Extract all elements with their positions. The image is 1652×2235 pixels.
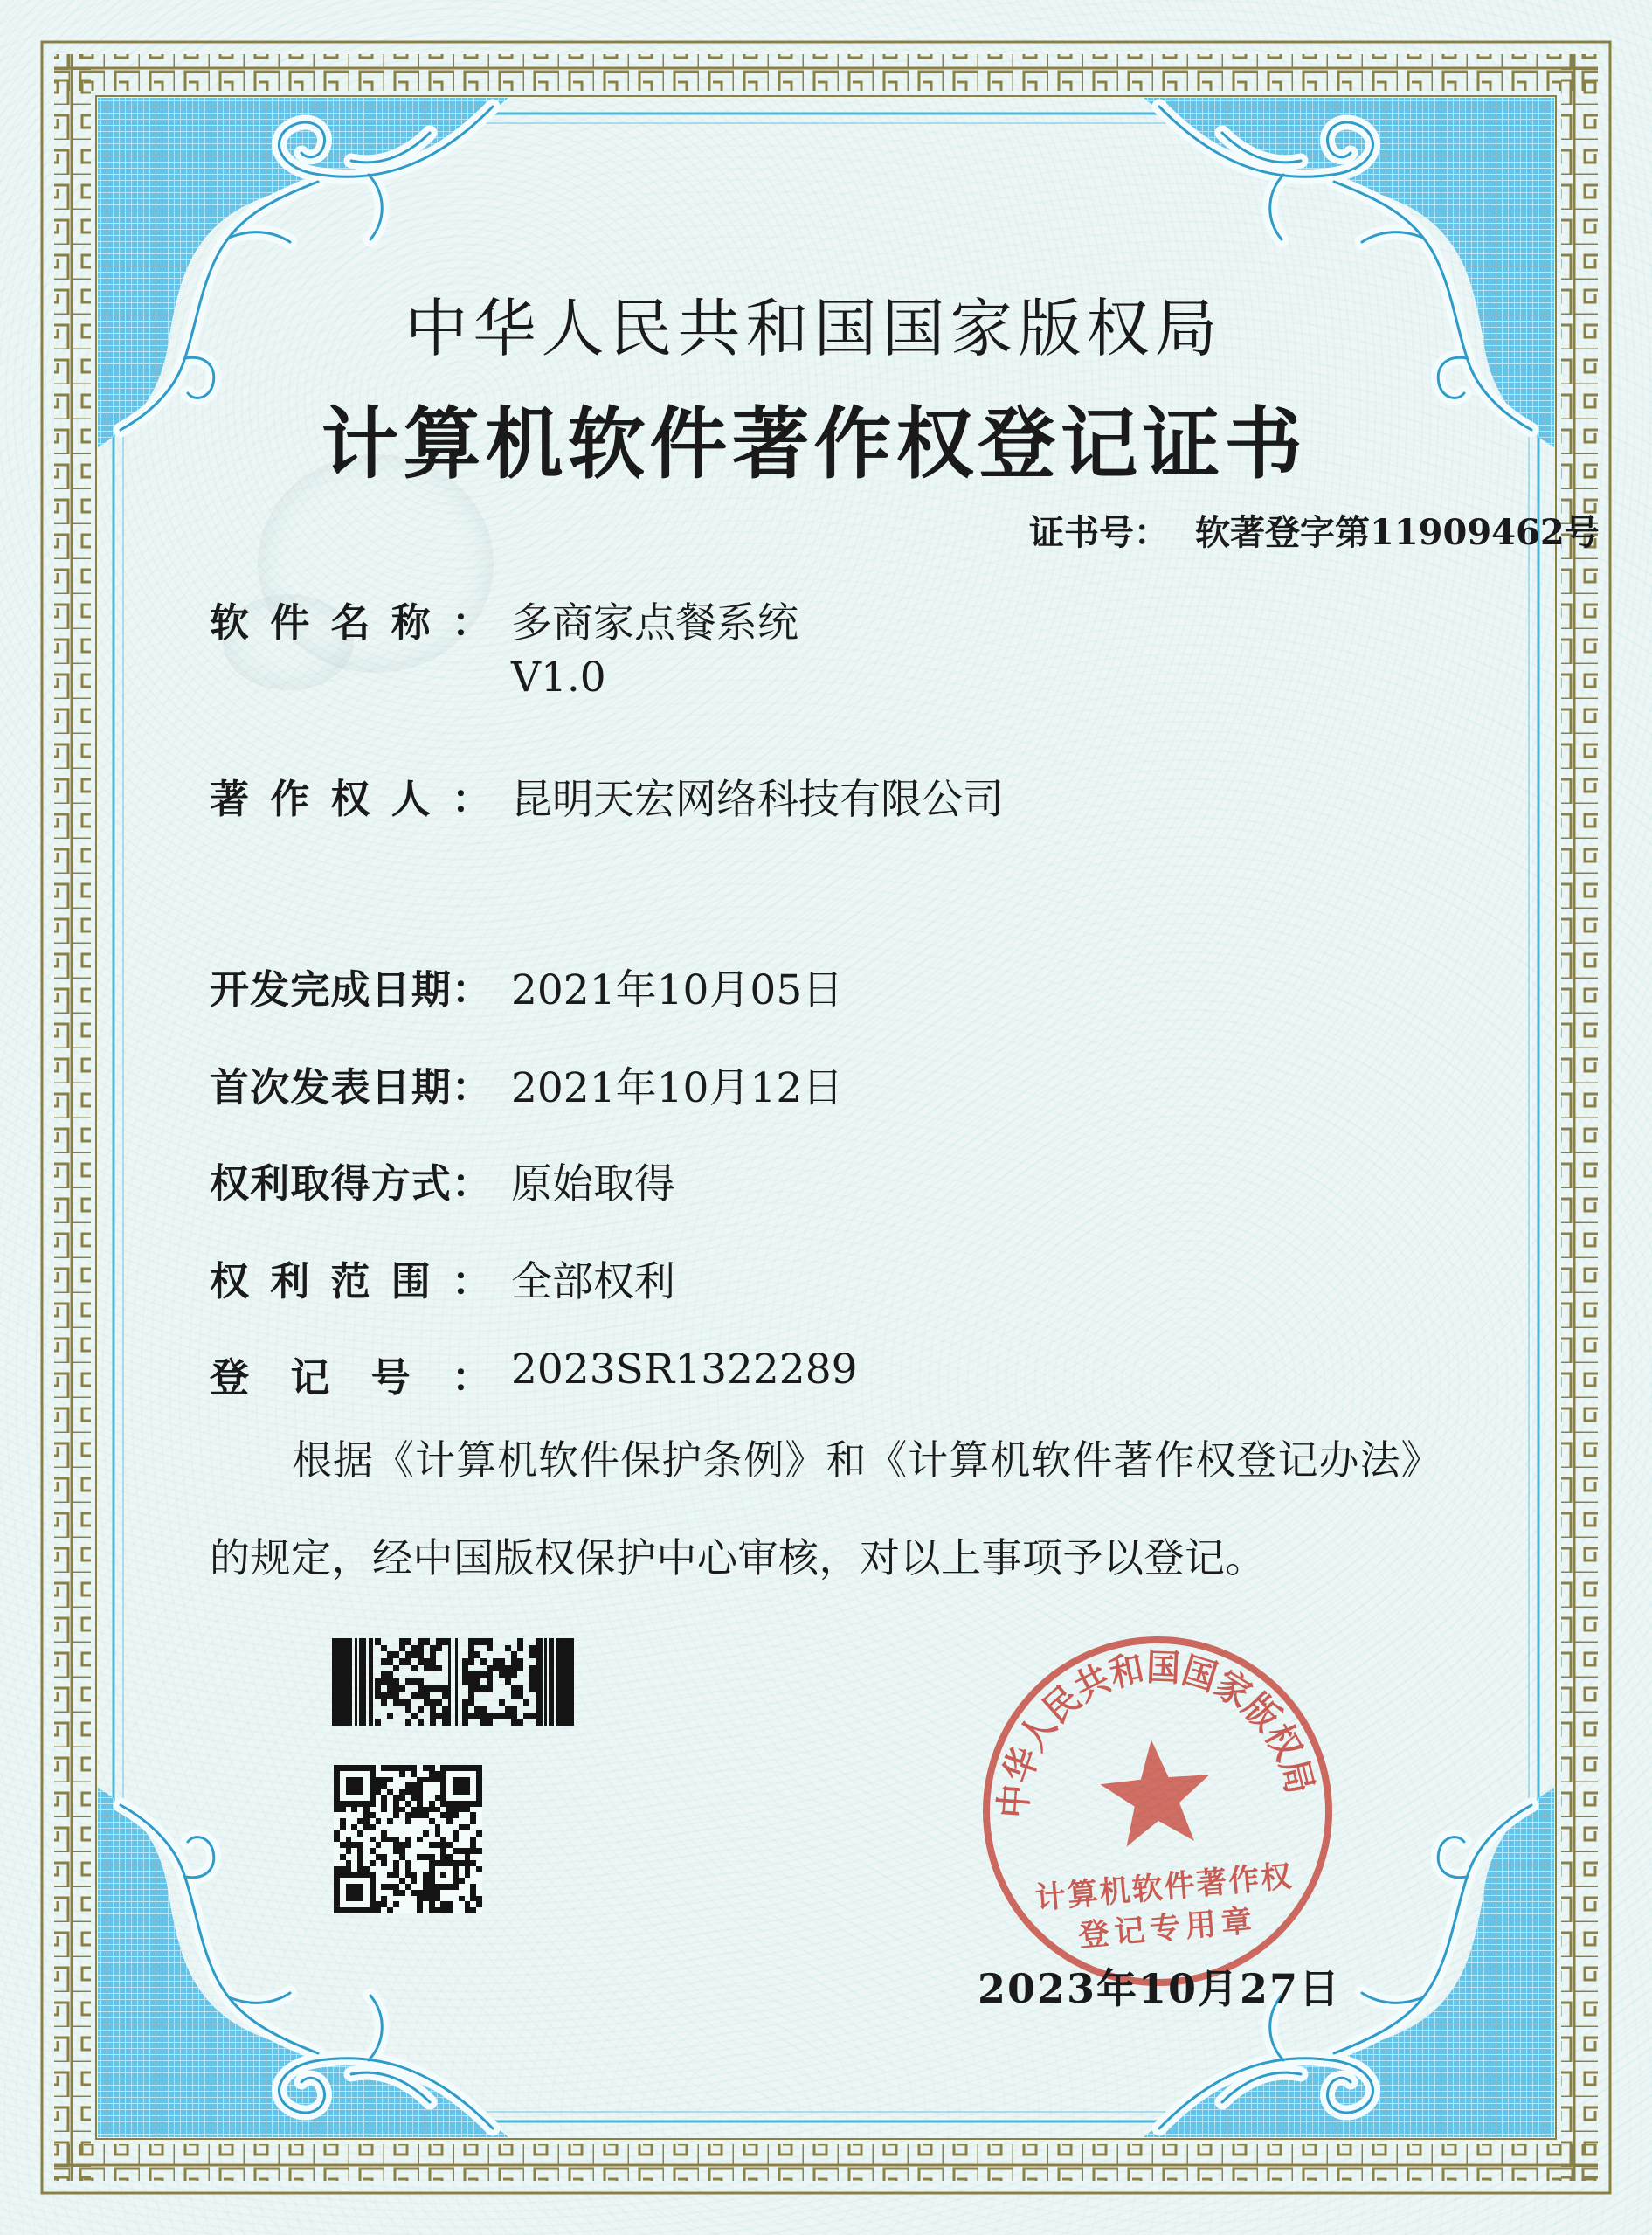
- field-value: 2021年10月12日: [511, 1064, 844, 1112]
- star-icon: [1096, 1735, 1215, 1849]
- certificate-number: [1029, 505, 1600, 555]
- seal-text-line2: 登记专用章: [1076, 1902, 1259, 1955]
- software-version: V1.0: [511, 654, 606, 702]
- field-value: 2023SR1322289: [511, 1346, 858, 1394]
- field-label: 权利范围：: [210, 1258, 491, 1304]
- field-value: 2021年10月05日: [511, 966, 844, 1014]
- field-value: 昆明天宏网络科技有限公司: [511, 776, 1004, 824]
- seal-text-line1: 计算机软件著作权: [1033, 1858, 1295, 1917]
- authority-title: 中华人民共和国国家版权局: [404, 292, 1223, 365]
- field-registration-number: [210, 1346, 858, 1402]
- qr-code: [334, 1765, 482, 1913]
- seal-ring-text: 中华人民共和国国家版权局: [992, 1645, 1323, 1820]
- greek-key-border-bottom: [54, 2144, 1598, 2181]
- barcode: [332, 1638, 573, 1726]
- field-label: 登记号：: [210, 1354, 491, 1401]
- field-label: 著作权人：: [210, 776, 491, 822]
- field-right-acquire-method: [210, 1152, 675, 1208]
- greek-key-border-right: [1561, 54, 1598, 2181]
- field-label: 软件名称：: [210, 599, 491, 646]
- field-copyright-owner: [210, 767, 1004, 824]
- official-seal: [963, 1616, 1352, 2006]
- registration-statement: 根据《计算机软件保护条例》和《计算机软件著作权登记办法》的规定，经中国版权保护中心审核，对以上事项予以登记。: [210, 1436, 1441, 1581]
- field-value: 原始取得: [511, 1160, 675, 1208]
- greek-key-border-left: [54, 54, 91, 2181]
- field-dev-complete-date: [210, 958, 844, 1014]
- greek-key-border-top: [54, 54, 1598, 91]
- certificate-title: 计算机软件著作权登记证书: [321, 398, 1307, 489]
- field-value: 全部权利: [511, 1258, 675, 1306]
- field-label: 权利取得方式：: [210, 1160, 491, 1207]
- field-right-scope: [210, 1249, 675, 1306]
- field-software-name: [210, 591, 798, 647]
- field-label: 开发完成日期：: [210, 966, 491, 1013]
- field-value: 多商家点餐系统: [511, 599, 798, 647]
- field-first-publish-date: [210, 1055, 844, 1112]
- field-label: 首次发表日期：: [210, 1064, 491, 1111]
- issue-date: 2023年10月27日: [978, 1965, 1342, 2012]
- certificate-number-value: 软著登字第11909462号: [1195, 512, 1600, 553]
- certificate-number-label: 证书号：: [1029, 512, 1169, 553]
